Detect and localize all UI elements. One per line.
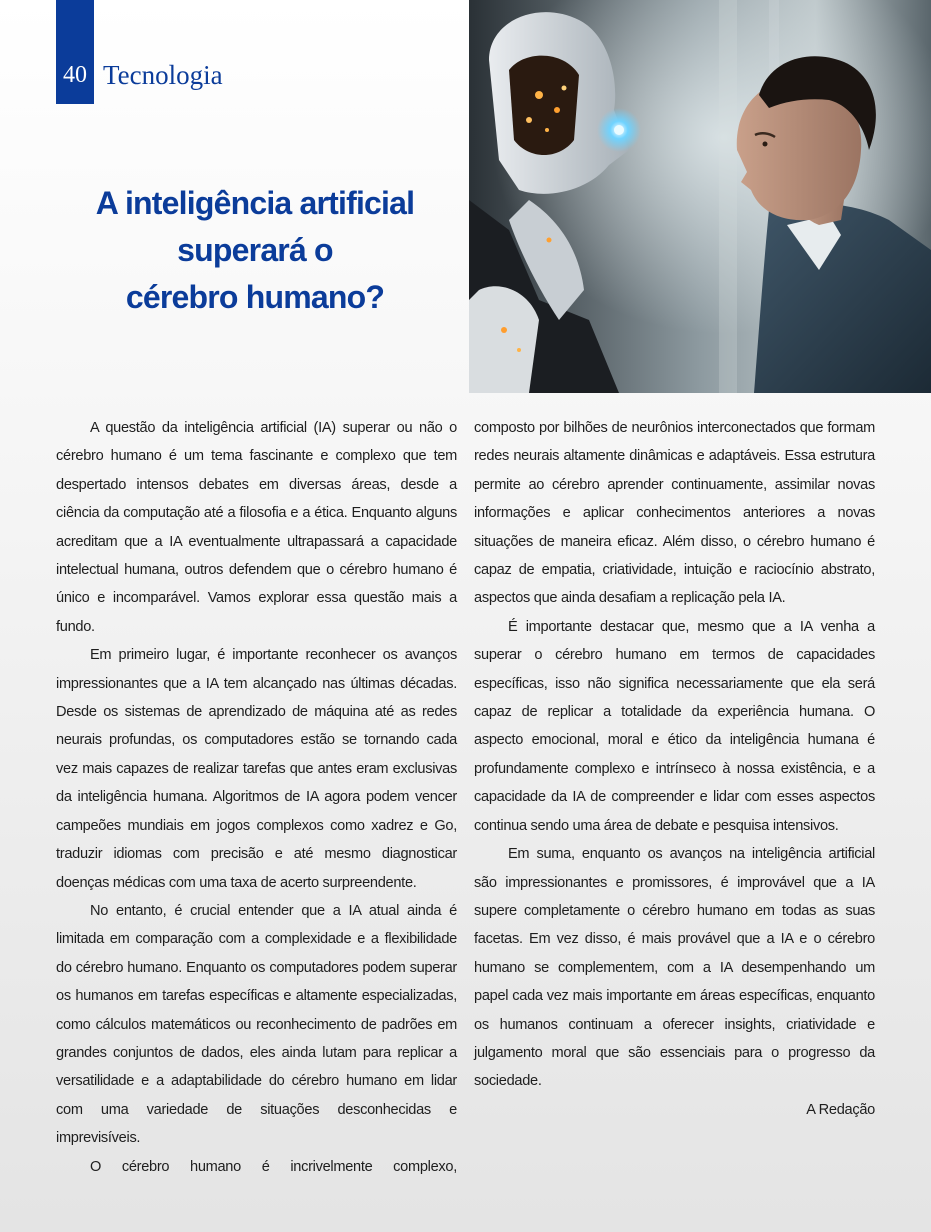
article-paragraph: No entanto, é crucial entender que a IA atual ainda é limitada em comparação com a complexidade e a flexibilidade do cérebro humano. Enquanto os computadores podem superar os humanos em tarefas específicas e altamente especializadas, como cálculos matemáticos ou reconhecimento de padrões em grandes conjuntos de dados, eles ainda lutam para replicar a versatilidade e a adaptabilidade do cérebro humano em lidar com uma variedade de situações desconhecidas e imprevisíveis. <box>56 902 457 1147</box>
hero-illustration <box>469 0 931 393</box>
title-line: cérebro humano? <box>125 279 385 315</box>
article-column-left <box>56 414 457 1181</box>
article-column-right <box>474 414 875 1124</box>
article-author: A Redação <box>806 1101 875 1118</box>
page-number: 40 <box>63 62 87 88</box>
title-line: A inteligência artificial <box>95 185 415 221</box>
article-paragraph: É importante destacar que, mesmo que a IA venha a superar o cérebro humano em termos de capacidades específicas, isso não significa necessariamente que ela será capaz de replicar a totalidade da experiência humana. O aspecto emocional, moral e ético da inteligência humana é profundamente complexo e intrínseco à nossa existência, e a capacidade da IA de compreender e lidar com esses aspectos continua sendo uma área de debate e pesquisa intensivos. <box>474 618 875 834</box>
article-title <box>70 180 440 321</box>
article-paragraph: O cérebro humano é incrivelmente complexo, <box>90 1158 457 1175</box>
article-paragraph: composto por bilhões de neurônios interconectados que formam redes neurais altamente dinâmicas e adaptáveis. Essa estrutura permite ao cérebro aprender continuamente, assimilar novas informações e aplicar conhecimentos anteriores a novas situações de maneira eficaz. Além disso, o cérebro humano é capaz de empatia, criatividade, intuição e raciocínio abstrato, aspectos que ainda desafiam a replicação pela IA. <box>474 420 875 607</box>
robot-and-man-illustration <box>469 0 931 393</box>
article-paragraph: Em primeiro lugar, é importante reconhecer os avanços impressionantes que a IA tem alcançado nas últimas décadas. Desde os sistemas de aprendizado de máquina até as redes neurais profundas, os computadores estão se tornando cada vez mais capazes de realizar tarefas que antes eram exclusivas da inteligência humana. Algoritmos de IA agora podem vencer campeões mundiais em jogos complexos como xadrez e Go, traduzir idiomas com precisão e até mesmo diagnosticar doenças médicas com uma taxa de acerto surpreendente. <box>56 647 457 891</box>
section-name: Tecnologia <box>103 60 223 90</box>
title-line: superará o <box>177 232 333 268</box>
article-paragraph: Em suma, enquanto os avanços na inteligência artificial são impressionantes e promissores, é improvável que a IA supere completamente o cérebro humano em todas as suas facetas. Em vez disso, é mais provável que a IA e o cérebro humano se complementem, com a IA desempenhando um papel cada vez mais importante em áreas específicas, enquanto os humanos continuam a oferecer insights, criatividade e julgamento moral que são essenciais para o progresso da sociedade. <box>474 846 875 1090</box>
article-paragraph: A questão da inteligência artificial (IA) superar ou não o cérebro humano é um tema fascinante e complexo que tem despertado intensos debates em diversas áreas, desde a ciência da computação até a filosofia e a ética. Enquanto alguns acreditam que a IA eventualmente ultrapassará a capacidade intelectual humana, outros defendem que o cérebro humano é único e incomparável. Vamos explorar essa questão mais a fundo. <box>56 420 457 635</box>
